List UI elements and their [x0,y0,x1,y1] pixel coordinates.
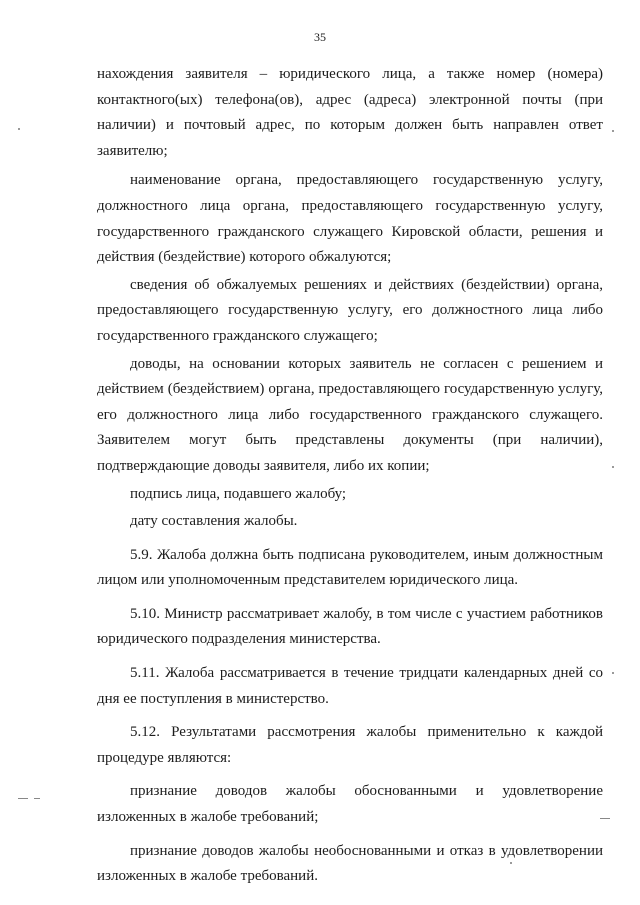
paragraph-grounded: признание доводов жалобы обоснованными и удовлетворение изложенных в жалобе требований; [97,783,603,826]
paragraph-signature: подпись лица, подавшего жалобу; [130,485,347,502]
paragraph-5-9: 5.9. Жалоба должна быть подписана руководителем, иным должностным лицом или уполномоченным представителем юридического лица. [97,546,603,589]
paragraph-ungrounded: признание доводов жалобы необоснованными и отказ в удовлетворении изложенных в жалобе требований. [97,842,603,885]
page-number: 35 [314,30,326,44]
paragraph-5-11: 5.11. Жалоба рассматривается в течение тридцати календарных дней со дня ее поступления в министерство. [97,665,603,707]
paragraph-appealed-decisions: сведения об обжалуемых решениях и действиях (бездействии) органа, предоставляющего государственную услугу, его должностного лица либо государственного гражданского служащего; [97,276,603,344]
scan-artifact-right-mark [600,818,610,819]
scan-artifact-left-mark [34,798,40,799]
paragraph-arguments: доводы, на основании которых заявитель не согласен с решением и действием (бездействием) органа, предоставляющего государственную услугу, его должностного лица либо государственного гражданского служащего. Заявителем могут быть представлены документы (при наличии), подтверждающие доводы заявителя, либо их копии; [97,355,603,474]
paragraph-5-12: 5.12. Результатами рассмотрения жалобы применительно к каждой процедуре являются: [97,724,603,766]
scan-artifact-dot [612,672,614,674]
paragraph-date: дату составления жалобы. [130,513,298,530]
document-body [97,62,603,890]
scan-artifact-dot [18,128,20,130]
scan-artifact-left-mark [18,798,28,799]
paragraph-authority-name: наименование органа, предоставляющего государственную услугу, должностного лица органа, предоставляющего государственную услугу, государственного гражданского служащего Кировской области, решения и действия (бездействие) которого обжалуются; [97,172,603,266]
paragraph-5-10: 5.10. Министр рассматривает жалобу, в том числе с участием работников юридического подразделения министерства. [97,605,603,648]
scan-artifact-dot [612,130,614,132]
scan-artifact-dot [510,862,512,864]
paragraph-applicant-contacts: нахождения заявителя – юридического лица, а также номер (номера) контактного(ых) телефона(ов), адрес (адреса) электронной почты (при наличии) и почтовый адрес, по которым должен быть направлен ответ заявителю; [97,66,603,159]
scan-artifact-dot [612,466,614,468]
